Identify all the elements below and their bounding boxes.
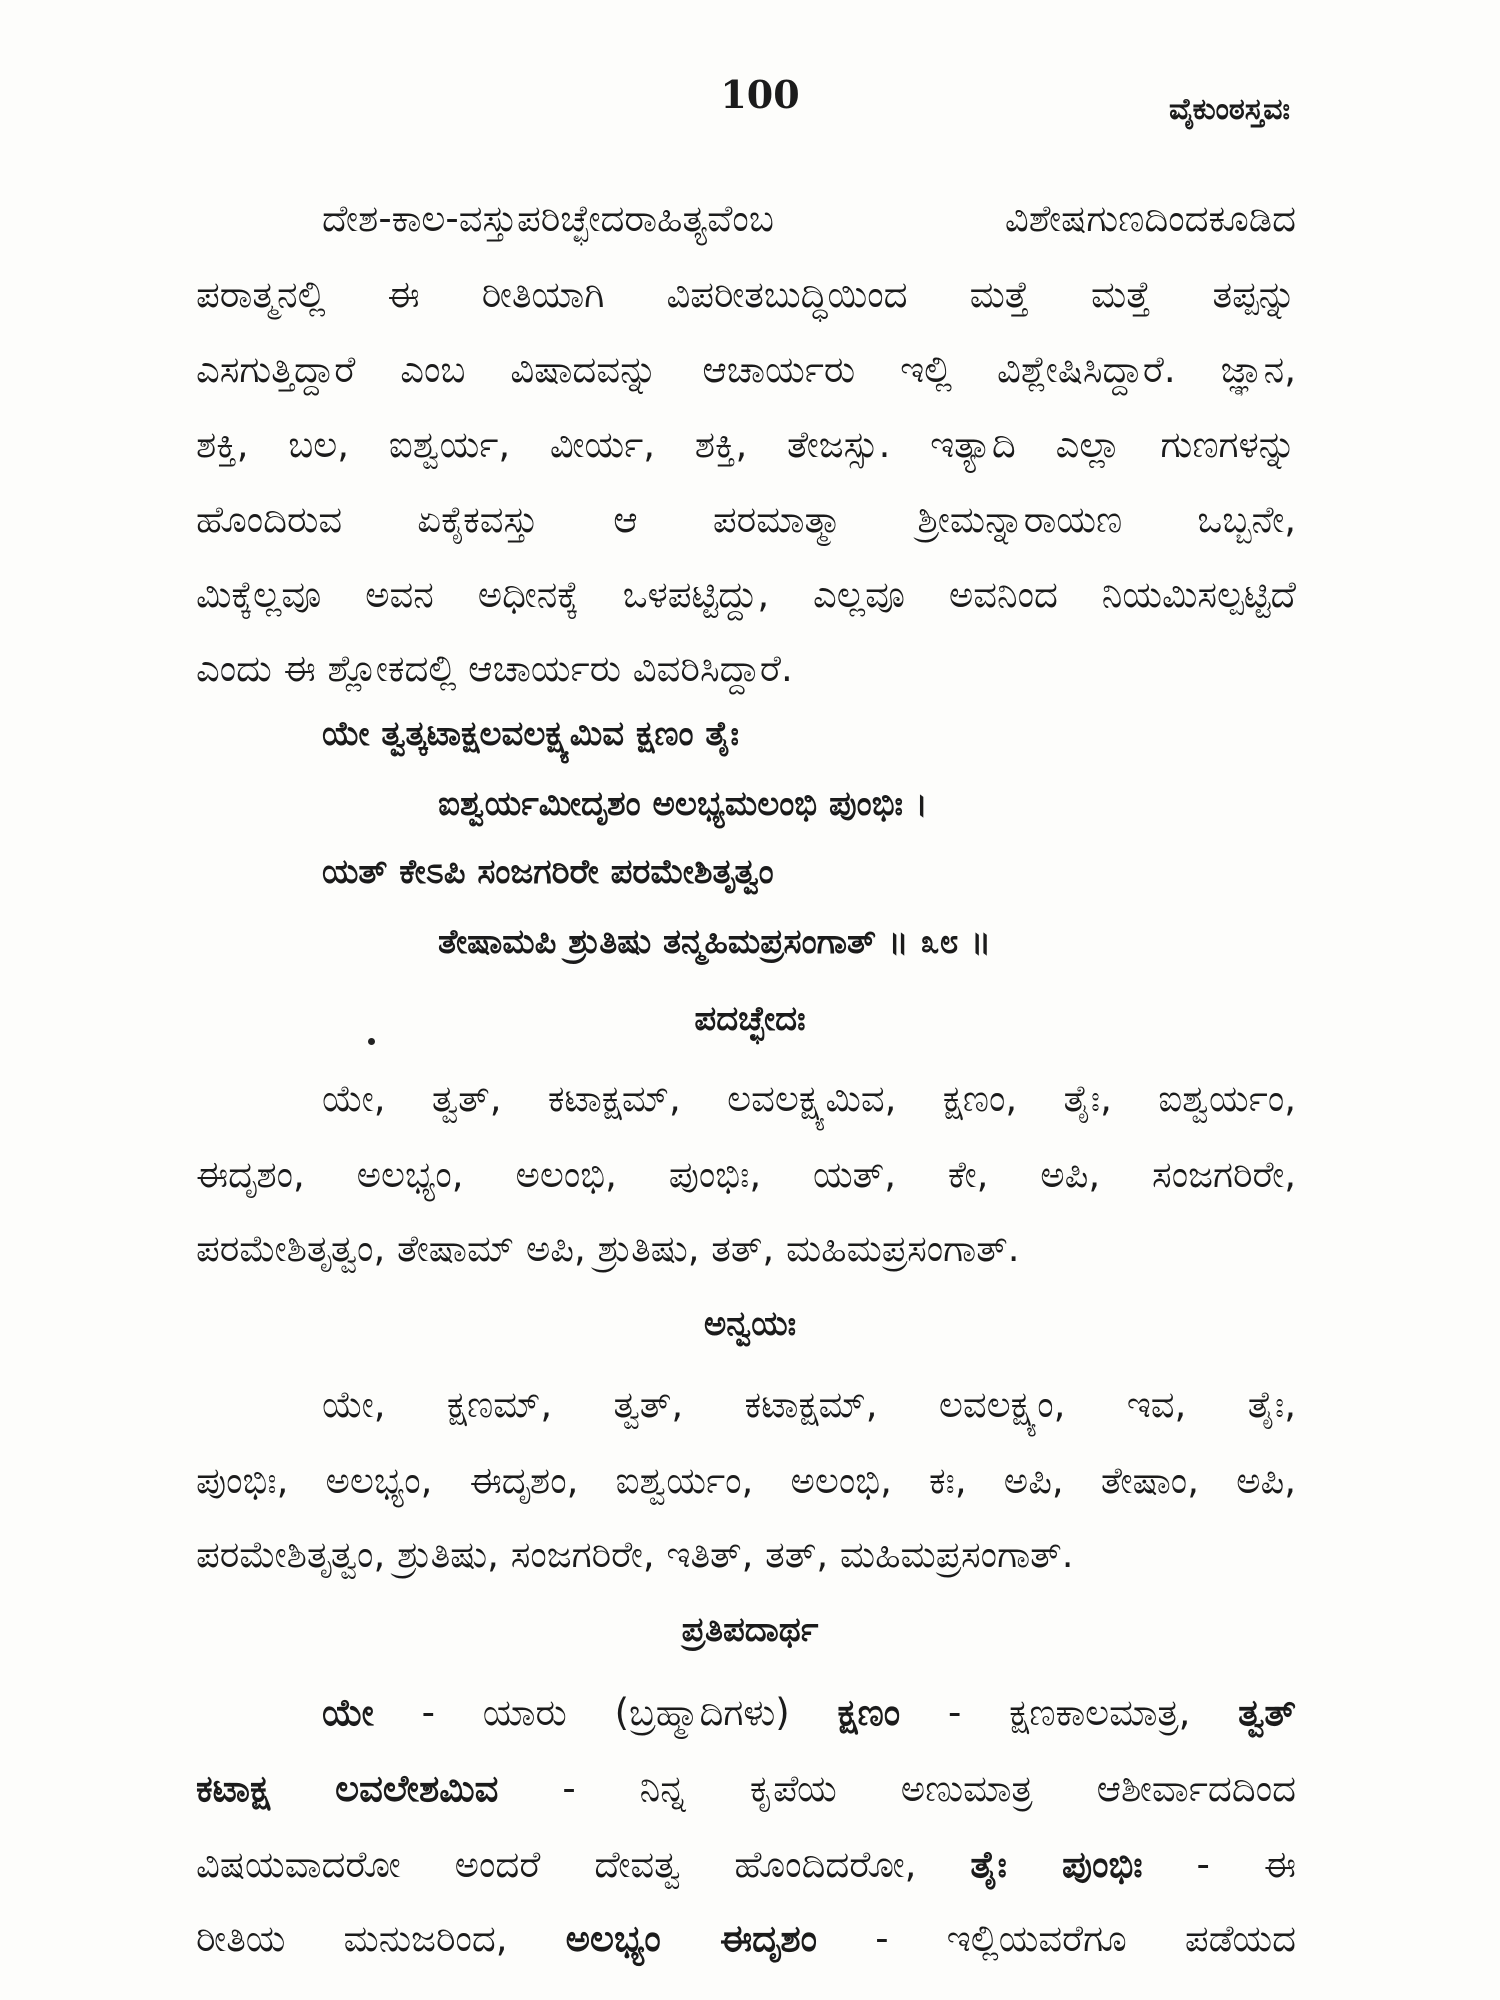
anvaya-line: ಪುಂಭಿಃ, ಅಲಭ್ಯಂ, ಈದೃಶಂ, ಐಶ್ವರ್ಯಂ, ಅಲಂಭಿ, ಕಃ, ಅಪಿ, ತೇಷಾಂ, ಅಪಿ, (196, 1459, 1296, 1502)
meaning: - ಈ (1142, 1843, 1296, 1886)
page-number: 100 (720, 72, 800, 117)
term: ಯೇ (322, 1691, 374, 1734)
meaning: ವಿಷಯವಾದರೋ ಅಂದರೆ ದೇವತ್ವ ಹೊಂದಿದರೋ, (196, 1843, 971, 1886)
anvaya-line: ಯೇ, ಕ್ಷಣಮ್, ತ್ವತ್, ಕಟಾಕ್ಷಮ್, ಲವಲಕ್ಷ್ಯಂ, ಇವ, ತೈಃ, (322, 1383, 1296, 1426)
paragraph-line: ಎಸಗುತ್ತಿದ್ದಾರೆ ಎಂಬ ವಿಷಾದವನ್ನು ಆಚಾರ್ಯರು ಇಲ್ಲಿ ವಿಶ್ಲೇಷಿಸಿದ್ದಾರೆ. ಜ್ಞಾನ, (196, 348, 1296, 391)
paragraph-line: ಪರಾತ್ಮನಲ್ಲಿ ಈ ರೀತಿಯಾಗಿ ವಿಪರೀತಬುದ್ಧಿಯಿಂದ ಮತ್ತೆ ಮತ್ತೆ ತಪ್ಪನ್ನು (196, 273, 1296, 316)
term: ಕ್ಷಣಂ (837, 1691, 901, 1734)
paragraph-line: ಶಕ್ತಿ, ಬಲ, ಐಶ್ವರ್ಯ, ವೀರ್ಯ, ಶಕ್ತಿ, ತೇಜಸ್ಸು. ಇತ್ಯಾದಿ ಎಲ್ಲಾ ಗುಣಗಳನ್ನು (196, 423, 1296, 466)
print-speck (368, 1038, 375, 1045)
verse-line: ತೇಷಾಮಪಿ ಶ್ರುತಿಷು ತನ್ಮಹಿಮಪ್ರಸಂಗಾತ್ ॥ ೩೮ ॥ (438, 922, 992, 962)
meaning: - ಯಾರು (ಬ್ರಹ್ಮಾದಿಗಳು) (373, 1691, 838, 1734)
term: ತೈಃ ಪುಂಭಿಃ (970, 1843, 1143, 1886)
padacheda-line: ಪರಮೇಶಿತೃತ್ವಂ, ತೇಷಾಮ್ ಅಪಿ, ಶ್ರುತಿಷು, ತತ್, ಮಹಿಮಪ್ರಸಂಗಾತ್. (196, 1227, 1020, 1270)
anvaya-line: ಪರಮೇಶಿತೃತ್ವಂ, ಶ್ರುತಿಷು, ಸಂಜಗರಿರೇ, ಇತಿತ್, ತತ್, ಮಹಿಮಪ್ರಸಂಗಾತ್. (196, 1533, 1074, 1576)
term: ಅಲಭ್ಯಂ ಈದೃಶಂ (565, 1917, 818, 1960)
padacheda-line: ಈದೃಶಂ, ಅಲಭ್ಯಂ, ಅಲಂಭಿ, ಪುಂಭಿಃ, ಯತ್, ಕೇ, ಅಪಿ, ಸಂಜಗರಿರೇ, (196, 1153, 1296, 1196)
section-heading-padacheda: ಪದಚ್ಛೇದಃ (694, 999, 806, 1039)
verse-line: ಐಶ್ವರ್ಯಮೀದೃಶಂ ಅಲಭ್ಯಮಲಂಭಿ ಪುಂಭಿಃ । (438, 784, 928, 824)
term: ತ್ವತ್ (1238, 1691, 1296, 1734)
verse-line: ಯೇ ತ್ವತ್ಕಟಾಕ್ಷಲವಲಕ್ಷ್ಯಮಿವ ಕ್ಷಣಂ ತೈಃ (322, 714, 739, 754)
padacheda-line: ಯೇ, ತ್ವತ್, ಕಟಾಕ್ಷಮ್, ಲವಲಕ್ಷ್ಯಮಿವ, ಕ್ಷಣಂ, ತೈಃ, ಐಶ್ವರ್ಯಂ, (322, 1077, 1296, 1120)
paragraph-line: ದೇಶ-ಕಾಲ-ವಸ್ತುಪರಿಚ್ಛೇದರಾಹಿತ್ಯವೆಂಬ ವಿಶೇಷಗುಣದಿಂದಕೂಡಿದ (322, 197, 1296, 240)
verse-line: ಯತ್ ಕೇಽಪಿ ಸಂಜಗರಿರೇ ಪರಮೇಶಿತೃತ್ವಂ (322, 852, 774, 892)
paragraph-line: ಹೊಂದಿರುವ ಏಕೈಕವಸ್ತು ಆ ಪರಮಾತ್ಮಾ ಶ್ರೀಮನ್ನಾರಾಯಣ ಒಬ್ಬನೇ, (196, 498, 1296, 541)
meaning: ರೀತಿಯ ಮನುಜರಿಂದ, (196, 1917, 566, 1960)
running-title: ವೈಕುಂಠಸ್ತವಃ (1169, 92, 1290, 127)
meaning-line (322, 1688, 1296, 1738)
meaning: - ನಿನ್ನ ಕೃಪೆಯ ಅಣುಮಾತ್ರ ಆಶೀರ್ವಾದದಿಂದ (498, 1767, 1296, 1810)
meaning-line (196, 1840, 1296, 1890)
paragraph-line: ಎಂದು ಈ ಶ್ಲೋಕದಲ್ಲಿ ಆಚಾರ್ಯರು ವಿವರಿಸಿದ್ದಾರೆ. (196, 647, 793, 690)
section-heading-pratipadartha: ಪ್ರತಿಪದಾರ್ಥ (681, 1610, 819, 1650)
meaning: - ಇಲ್ಲಿಯವರೆಗೂ ಪಡೆಯದ (817, 1917, 1296, 1960)
meaning: - ಕ್ಷಣಕಾಲಮಾತ್ರ, (900, 1691, 1239, 1734)
meaning-line (196, 1764, 1296, 1814)
meaning-line (196, 1914, 1296, 1964)
term: ಕಟಾಕ್ಷ ಲವಲೇಶಮಿವ (196, 1767, 499, 1810)
section-heading-anvaya: ಅನ್ವಯಃ (703, 1304, 797, 1344)
paragraph-line: ಮಿಕ್ಕೆಲ್ಲವೂ ಅವನ ಅಧೀನಕ್ಕೆ ಒಳಪಟ್ಟಿದ್ದು, ಎಲ್ಲವೂ ಅವನಿಂದ ನಿಯಮಿಸಲ್ಪಟ್ಟಿದೆ (196, 573, 1296, 616)
